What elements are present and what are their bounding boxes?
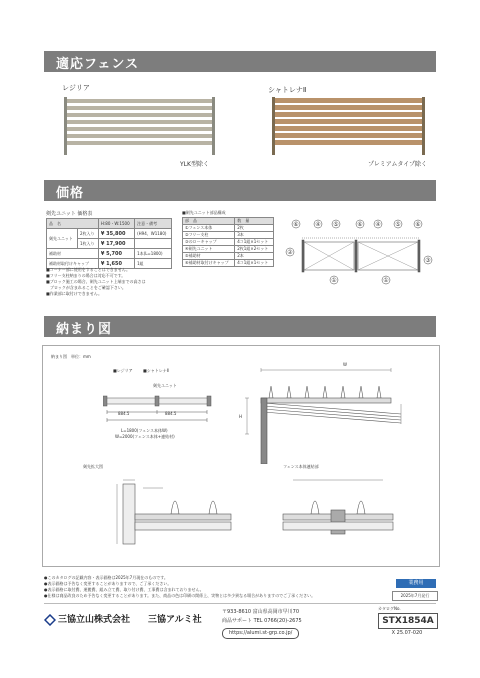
dim-width: W=2000(フェンス本体+連結材): [115, 434, 175, 439]
detail-left-view: [113, 474, 233, 554]
svg-text:④: ④: [315, 221, 321, 228]
table-row: ④剣先ユニット 2枚1組×2セット: [183, 246, 274, 253]
table-row: 補助材取付けキャップ ¥ 1,650 1組: [47, 259, 172, 269]
svg-text:①: ①: [383, 277, 389, 284]
catalog-sub: X 25.07-020: [391, 630, 423, 636]
svg-text:①: ①: [331, 277, 337, 284]
dim-884-right: 884.5: [165, 411, 177, 416]
table-row: 剣先ユニット 2枚入り ¥ 35,800 (H94、W1180): [47, 229, 172, 239]
issue-date: 2025年7月発行: [392, 591, 438, 601]
price-col-size: H:80・W:1500: [98, 219, 134, 229]
catalog-number: STX1854A: [378, 613, 438, 629]
price-notes: ■コーナー部に使用をすることはできません。 ■フリー支柱納まりの場合は対応不可です。 ■ブロック施工の場合、剣先ユニット上端までの高さは ブロックが含まれることをご確認下さい。 ■作業部に取付けできません。: [46, 267, 146, 296]
section-header-price: 価格: [44, 180, 436, 201]
legend-2: ■シャトレナⅡ: [143, 368, 169, 373]
detail-right-view: [273, 474, 403, 554]
legend-1: ■レジリア: [113, 368, 133, 373]
section-header-install: 納まり図: [44, 316, 436, 337]
company-address: 〒933-8610 富山県高岡市早川70: [222, 609, 300, 615]
detail-left-label: 剣先拡大図: [83, 464, 103, 469]
company-name-2: 三協アルミ社: [148, 615, 202, 625]
price-col-note: 注意・備考: [135, 219, 172, 229]
parts-title: ■剣先ユニット部品構成: [182, 210, 226, 215]
badge-business: 業務用: [396, 579, 436, 588]
catalog-label: カタログNo.: [378, 606, 401, 611]
svg-text:②: ②: [287, 249, 293, 256]
plan-view: [103, 390, 213, 450]
price-table: [46, 218, 172, 269]
fence-left-name: レジリア: [62, 84, 90, 92]
website-link[interactable]: https://alumi.st-grp.co.jp/: [222, 628, 299, 639]
parts-diagram: [282, 214, 436, 294]
table-row: ①フェンス本体 2枚: [183, 225, 274, 232]
dim-h-label: H: [239, 414, 243, 419]
drawing-unit: 納まり図 単位：mm: [51, 354, 91, 359]
svg-text:⑥: ⑥: [293, 221, 299, 228]
price-col-name: 品 名: [47, 219, 99, 229]
svg-text:⑥: ⑥: [357, 221, 363, 228]
install-drawing-frame: [42, 345, 440, 567]
support-phone: 商品サポート TEL 0766(20)-2675: [222, 618, 302, 624]
price-table-title: 剣先ユニット 価格表: [46, 211, 93, 217]
dim-length: L=1800(フェンス本体W): [121, 428, 168, 433]
section-header-fence: 適応フェンス: [44, 51, 436, 72]
dim-884-left: 884.5: [118, 411, 130, 416]
footer-divider: [44, 603, 436, 604]
table-row: ②フリー支柱 3本: [183, 232, 274, 239]
table-row: ③のローキャップ 4コ1組×1セット: [183, 239, 274, 246]
fence-right-name: シャトレナⅡ: [268, 86, 307, 94]
company-logo-icon: [44, 611, 56, 623]
table-row: 1枚入り ¥ 17,900: [47, 239, 172, 249]
table-row: 補助材 ¥ 5,700 1本(L=1800): [47, 249, 172, 259]
svg-text:⑤: ⑤: [333, 221, 339, 228]
fence-left-caption: YLK型除く: [180, 161, 209, 168]
dim-w-label: W: [343, 362, 347, 367]
unit-label: 剣先ユニット: [153, 383, 177, 388]
svg-text:⑥: ⑥: [415, 221, 421, 228]
company-name-1: 三協立山株式会社: [58, 615, 131, 625]
elevation-view: [241, 364, 426, 464]
fence-left-image: [62, 97, 217, 155]
table-row: ⑥補助材取付けキャップ 4コ1組×1セット: [183, 260, 274, 267]
svg-text:④: ④: [375, 221, 381, 228]
fence-right-caption: プレミアムタイプ除く: [368, 161, 428, 168]
parts-table: 部 品 数 量 ①フェンス本体 2枚 ②フリー支柱 3本 ③のローキャップ 4コ1組×1セット ④剣先ユニット 2枚1組×2セット ⑤補助材 2本 ⑥補助材取付けキャップ 4コ1組×1セット: [182, 217, 274, 267]
detail-right-label: フェンス本体連結部: [283, 464, 319, 469]
footer-notes: ●このカタログの記載内容・表示価格は2025年7月現在のものです。 ●表示価格は予告なく変更することがありますので、ご了承ください。 ●表示価格に取付費、運搬費、組み立て費、取り付け費、工事費は含まれておりません。 ●仕様は商品改良のため予告なく変更することがあります。また、商品の色は印刷の関係上、実物とは多少異なる場合がありますのでご了承ください。: [44, 575, 316, 598]
fence-right-image: [268, 97, 428, 155]
svg-text:③: ③: [425, 257, 431, 264]
svg-text:⑤: ⑤: [395, 221, 401, 228]
table-row: ⑤補助材 2本: [183, 253, 274, 260]
